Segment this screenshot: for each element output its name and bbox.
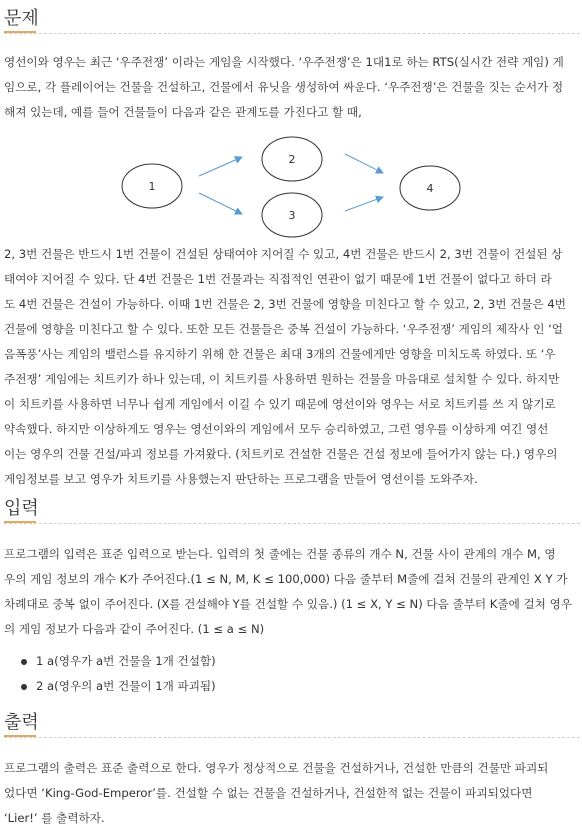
input-body-line: 우의 게임 정보의 개수 K가 주어진다.(1 ≤ N, M, K ≤ 100,000) 다음 줄부터 M줄에 걸쳐 건물의 관계인 X Y 가: [4, 572, 568, 586]
problem-body-line: 태여야 지어질 수 있다. 단 4번 건물은 1번 건물과는 직접적인 연관이 없기 때문에 1번 건물이 없다고 하더 라: [4, 272, 552, 286]
input-query-list: [4, 649, 216, 699]
problem-body-line: 이는 영우의 건물 건설/파괴 정보를 가져왔다. (치트키로 건설한 건물은 건설 정보에 들어가지 않는 다.) 영우의: [4, 447, 558, 461]
diagram-node-2-label: 2: [288, 153, 296, 166]
input-divider: [4, 523, 580, 524]
input-body: [4, 542, 578, 642]
output-body-line: 프로그램의 출력은 표준 출력으로 한다. 영우가 정상적으로 건물을 건설하거나, 건설한 만큼의 건물만 파괴되: [4, 761, 549, 775]
problem-body-line: 2, 3번 건물은 반드시 1번 건물이 건설된 상태여야 지어질 수 있고, 4번 건물은 반드시 2, 3번 건물이 건설된 상: [4, 247, 563, 261]
bullet-dot-icon: [21, 659, 27, 665]
diagram-node-3-label: 3: [288, 209, 296, 222]
output-body-line: ‘Lier!’ 를 출력하자.: [4, 811, 105, 825]
problem-intro-line: 해져 있는데, 예를 들어 건물들이 다음과 같은 관계도를 가진다고 할 때,: [4, 105, 362, 119]
list-item-text: 1 a(영우가 a번 건물을 1개 건설함): [36, 654, 216, 668]
input-body-line: 의 게임 정보가 다음과 같이 주어진다. (1 ≤ a ≤ N): [4, 622, 265, 636]
output-body: [4, 756, 578, 831]
problem-body-line: 이 치트키를 사용하면 너무나 쉽게 게임에서 이길 수 있기 때문에 영선이와 영우는 서로 치트키를 쓰 지 않기로: [4, 397, 556, 411]
output-title: 출력: [4, 712, 39, 733]
problem-intro-line: 영선이와 영우는 최근 ‘우주전쟁’ 이라는 게임을 시작했다. ‘우주전쟁’은 1대1로 하는 RTS(실시간 전략 게임) 게: [4, 55, 564, 69]
problem-intro: [4, 50, 578, 125]
problem-body-line: 게임정보를 보고 영우가 치트키를 사용했는지 판단하는 프로그램을 만들어 영선이를 도와주자.: [4, 472, 478, 486]
diagram-node-4-label: 4: [426, 182, 434, 195]
problem-title: 문제: [4, 8, 39, 29]
output-body-line: 었다면 ‘King-God-Emperor’를. 건설할 수 없는 건물을 건설하거나, 건설한적 없는 건물이 파괴되었다면: [4, 786, 533, 800]
diagram-edge-1-2: [199, 157, 242, 176]
bullet-dot-icon: [21, 684, 27, 690]
diagram-node-1-label: 1: [148, 180, 156, 193]
problem-body-line: 도 4번 건물은 건설이 가능하다. 이때 1번 건물은 2, 3번 건물에 영향을 미친다고 할 수 있고, 2, 3번 건물은 4번: [4, 297, 566, 311]
diagram-edge-1-3: [199, 193, 242, 214]
problem-body-line: 음폭풍’사는 게임의 밸런스를 유지하기 위해 한 건물은 최대 3개의 건물에게만 영향을 미치도록 하였다. 또 ‘우: [4, 347, 556, 361]
input-title: 입력: [4, 498, 39, 519]
input-body-line: 차례대로 중복 없이 주어진다. (X를 건설해야 Y를 건설할 수 있음.) (1 ≤ X, Y ≤ N) 다음 줄부터 K줄에 걸쳐 영우: [4, 597, 572, 611]
problem-divider: [4, 33, 580, 34]
diagram-edge-3-4: [345, 197, 383, 211]
list-item: [4, 674, 216, 699]
list-item-text: 2 a(영우의 a번 건물이 1개 파괴됨): [36, 679, 216, 693]
list-item: [4, 649, 216, 674]
problem-body-line: 건물에 영향을 미친다고 할 수 있다. 또한 모든 건물들은 중복 건설이 가능하다. ‘우주전쟁’ 게임의 제작사 인 ‘얼: [4, 322, 563, 336]
problem-body-line: 약속했다. 하지만 이상하게도 영우는 영선이와의 게임에서 모두 승리하였고, 그런 영우를 이상하게 여긴 영선: [4, 422, 549, 436]
problem-body-line: 주전쟁’ 게임에는 치트키가 하나 있는데, 이 치트키를 사용하면 원하는 건물을 마음대로 설치할 수 있다. 하지만: [4, 372, 560, 386]
problem-body: [4, 242, 578, 492]
building-relation-diagram: [0, 131, 582, 241]
output-divider: [4, 737, 580, 738]
input-body-line: 프로그램의 입력은 표준 입력으로 받는다. 입력의 첫 줄에는 건물 종류의 개수 N, 건물 사이 관계의 개수 M, 영: [4, 547, 556, 561]
diagram-edge-2-4: [345, 154, 383, 173]
problem-intro-line: 임으로, 각 플레이어는 건물을 건설하고, 건물에서 유닛을 생성하여 싸운다. ‘우주전쟁’은 건물을 짓는 순서가 정: [4, 80, 564, 94]
